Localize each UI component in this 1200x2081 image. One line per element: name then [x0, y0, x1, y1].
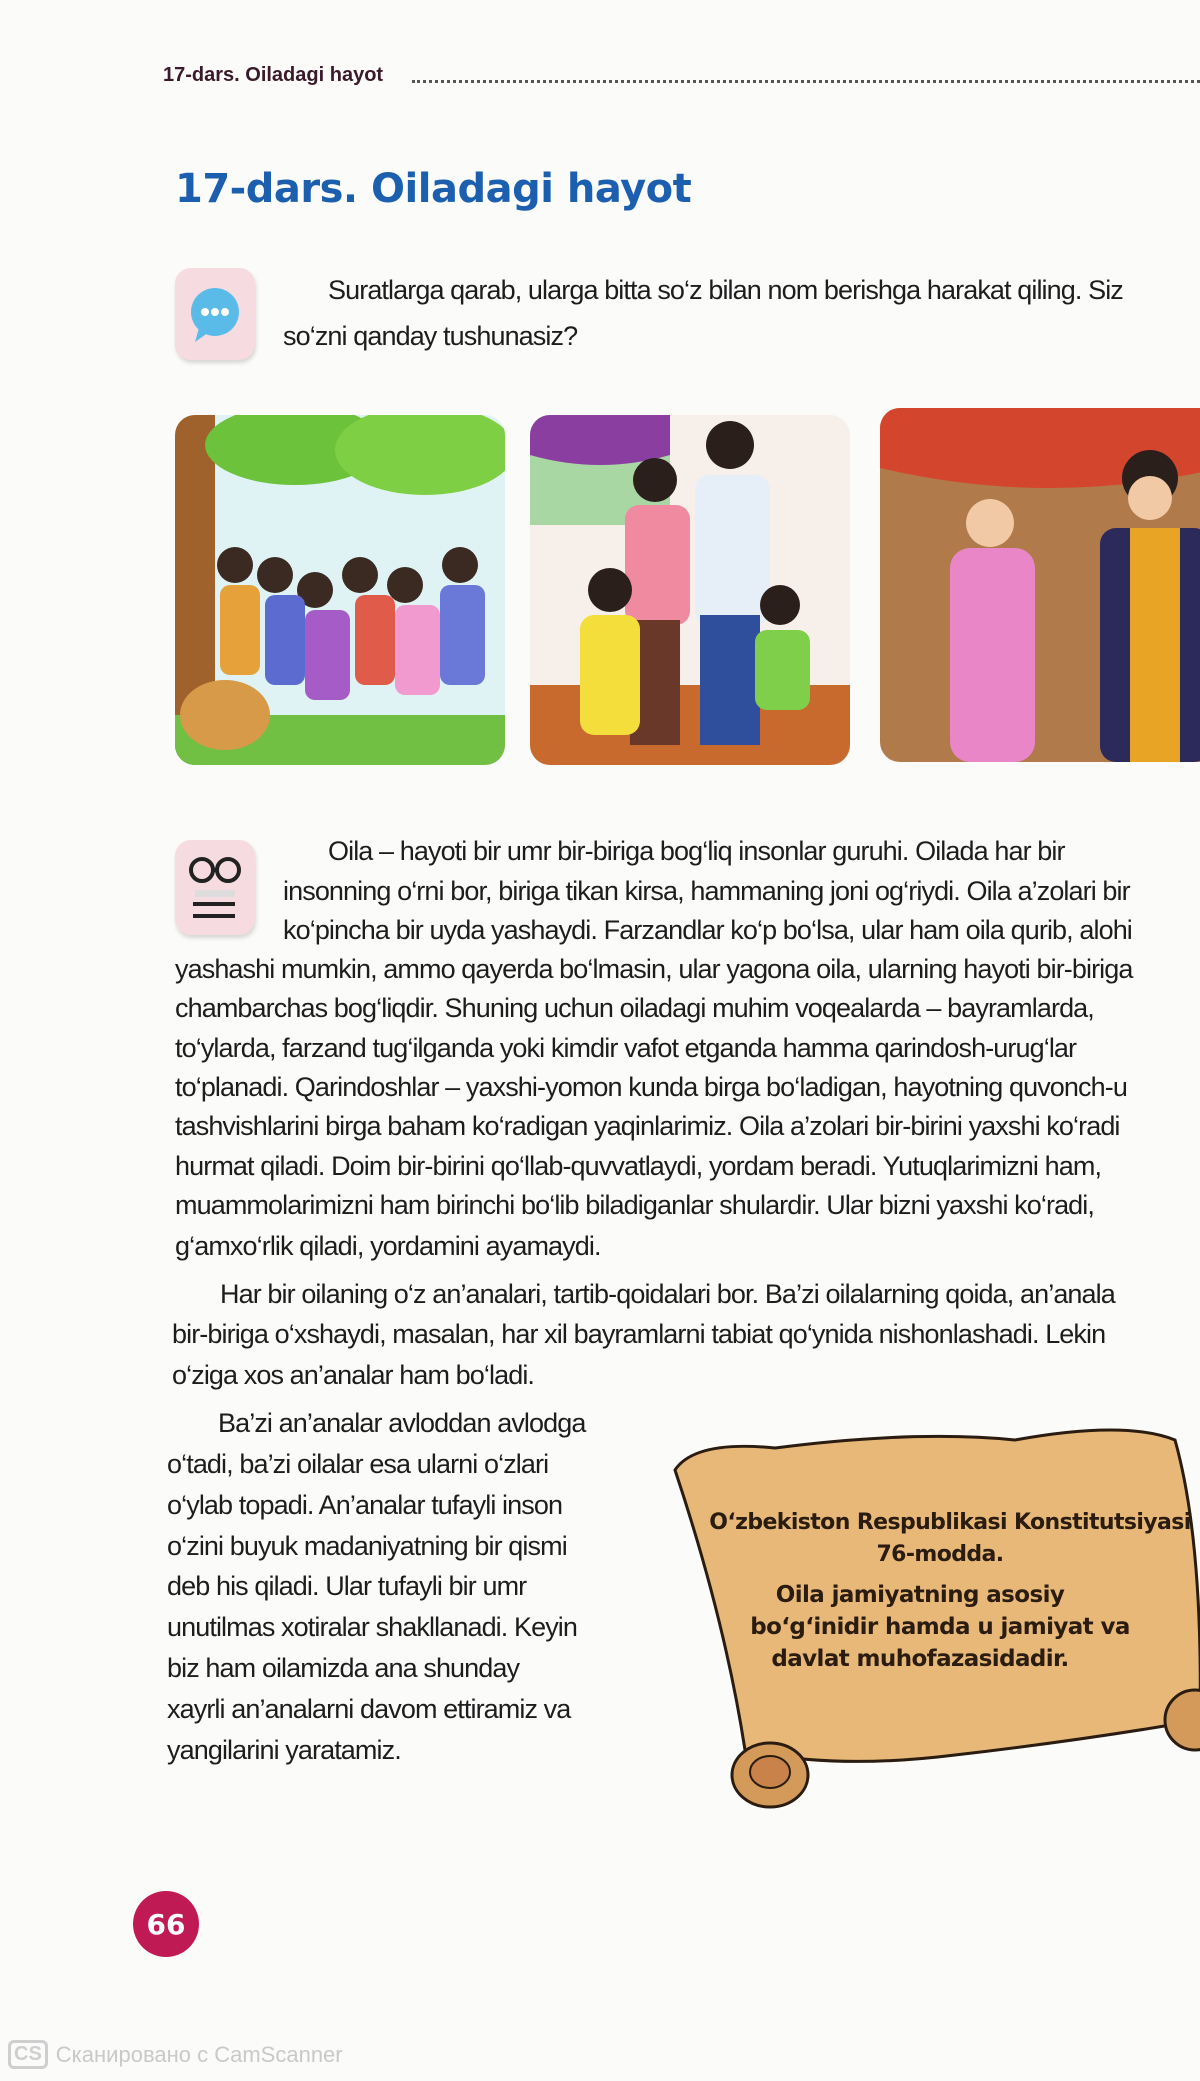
prompt-line: so‘zni qanday tushunasiz? [283, 321, 578, 351]
camscanner-text: Сканировано с CamScanner [55, 2041, 343, 2067]
reading-line: bir-biriga o‘xshaydi, masalan, har xil bayramlarni tabiat qo‘ynida nishonlashadi. Lekin [172, 1319, 1106, 1349]
reading-line: muammolarimizni ham birinchi bo‘lib biladiganlar shulardir. Ular bizni yaxshi ko‘radi, [175, 1190, 1095, 1220]
reading-line: o‘tadi, ba’zi oilalar esa ularni o‘zlari [167, 1449, 549, 1479]
chat-bubble-icon [175, 268, 255, 360]
lesson-title: 17-dars. Oiladagi hayot [175, 166, 692, 212]
reading-line: tashvishlarini birga baham ko‘radigan yaqinlarimiz. Oila a’zolari bir-birini yaxshi ko‘radi [175, 1111, 1120, 1141]
prompt-line: Suratlarga qarab, ularga bitta so‘z bilan nom berishga harakat qiling. Siz [328, 275, 1123, 305]
reading-line: chambarchas bog‘liqdir. Shuning uchun oiladagi muhim voqealarda – bayramlarda, [175, 993, 1094, 1023]
reading-line: o‘zini buyuk madaniyatning bir qismi [167, 1531, 567, 1561]
reading-line: g‘amxo‘rlik qiladi, yordamini ayamaydi. [175, 1231, 601, 1261]
reading-line: to‘ylarda, farzand tug‘ilganda yoki kimdir vafot etganda hamma qarindosh-urug‘lar [175, 1033, 1077, 1063]
reading-line: Har bir oilaning o‘z an’analari, tartib-qoidalari bor. Ba’zi oilalarning qoida, an’anala [220, 1279, 1115, 1309]
wedding-illustration [880, 408, 1200, 762]
scroll-line: bo‘g‘inidir hamda u jamiyat va [750, 1614, 1130, 1640]
reading-line: xayrli an’analarni davom ettiramiz va [167, 1694, 571, 1724]
parchment-scroll [655, 1420, 1200, 1820]
reading-line: biz ham oilamizda ana shunday [167, 1653, 520, 1683]
camscanner-logo-icon: CS [8, 2040, 48, 2069]
reading-line: Ba’zi an’analar avloddan avlodga [218, 1408, 586, 1438]
scroll-article: 76-modda. [876, 1542, 1004, 1567]
header-dotted-leader [412, 80, 1200, 83]
reading-line: unutilmas xotiralar shakllanadi. Keyin [167, 1612, 578, 1642]
reading-line: Oila – hayoti bir umr bir-biriga bog‘liq insonlar guruhi. Oilada har bir [328, 836, 1065, 866]
family-home-illustration [530, 415, 850, 765]
reading-line: yashashi mumkin, ammo qayerda bo‘lmasin, ular yagona oila, ularning hayoti bir-biriga [175, 954, 1133, 984]
reading-line: yangilarini yaratamiz. [167, 1735, 401, 1765]
reading-line: o‘ziga xos an’analar ham bo‘ladi. [172, 1360, 535, 1390]
reading-line: to‘planadi. Qarindoshlar – yaxshi-yomon kunda birga bo‘ladigan, hayotning quvonch-u [175, 1072, 1127, 1102]
glasses-books-icon [175, 840, 255, 935]
reading-line: ko‘pincha bir uyda yashaydi. Farzandlar ko‘p bo‘lsa, ular ham oila qurib, alohi [283, 915, 1132, 945]
scroll-line: davlat muhofazasidadir. [771, 1646, 1069, 1672]
page-number: 66 [133, 1891, 199, 1957]
family-outdoor-illustration [175, 415, 505, 765]
reading-line: o‘ylab topadi. An’analar tufayli inson [167, 1490, 563, 1520]
running-header: 17-dars. Oiladagi hayot [163, 64, 384, 86]
reading-line: insonning o‘rni bor, biriga tikan kirsa, hammaning joni og‘riydi. Oila a’zolari bir [283, 876, 1130, 906]
scroll-heading: O‘zbekiston Respublikasi Konstitutsiyasi [709, 1510, 1191, 1535]
scroll-line: Oila jamiyatning asosiy [775, 1582, 1065, 1608]
reading-line: hurmat qiladi. Doim bir-birini qo‘llab-quvvatlaydi, yordam beradi. Yutuqlarimizni ham, [175, 1151, 1102, 1181]
camscanner-watermark [8, 2040, 343, 2069]
reading-line: deb his qiladi. Ular tufayli bir umr [167, 1571, 527, 1601]
